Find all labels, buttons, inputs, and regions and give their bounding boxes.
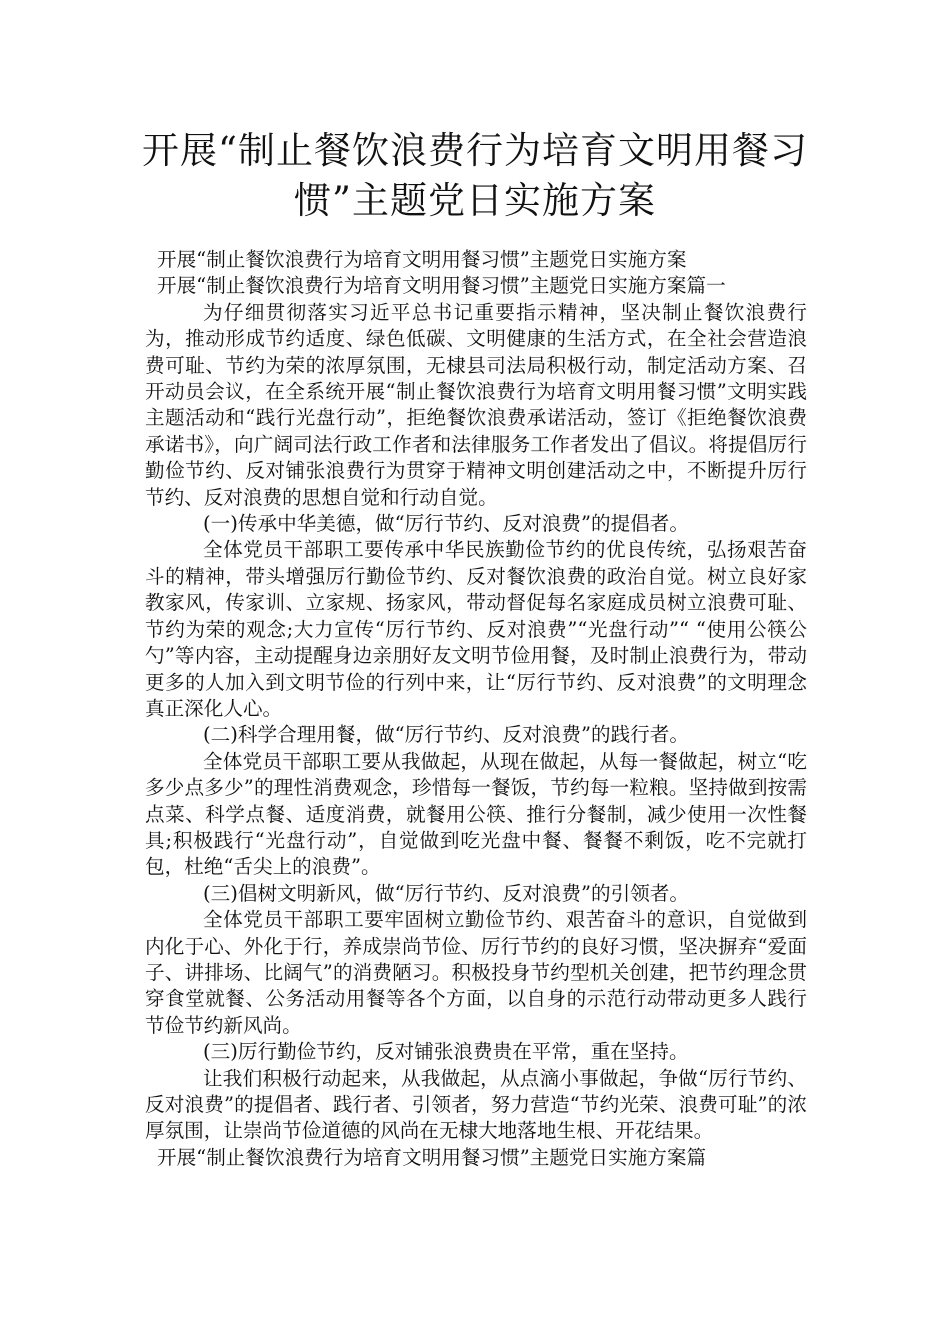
body-paragraph: 全体党员干部职工要牢固树立勤俭节约、艰苦奋斗的意识，自觉做到内化于心、外化于行，养成崇尚节俭、厉行节约的良好习惯，坚决摒弃“爱面子、讲排场、比阔气”的消费陋习。积极投身节约型机关创建，把节约理念贯穿食堂就餐、公务活动用餐等各个方面，以自身的示范行动带动更多人践行节俭节约新风尚。 <box>145 908 807 1037</box>
section-heading: (二)科学合理用餐，做“厉行节约、反对浪费”的践行者。 <box>203 723 689 747</box>
section-heading: (一)传承中华美德，做“厉行节约、反对浪费”的提倡者。 <box>203 512 689 536</box>
document-body <box>145 247 807 1171</box>
body-paragraph: 让我们积极行动起来，从我做起，从点滴小事做起，争做“厉行节约、反对浪费”的提倡者、践行者、引领者，努力营造“节约光荣、浪费可耻”的浓厚氛围，让崇尚节俭道德的风尚在无棣大地落地生根、开花结果。 <box>145 1066 807 1143</box>
body-paragraph: 全体党员干部职工要传承中华民族勤俭节约的优良传统，弘扬艰苦奋斗的精神，带头增强厉行勤俭节约、反对餐饮浪费的政治自觉。树立良好家教家风，传家训、立家规、扬家风，带动督促每名家庭成员树立浪费可耻、节约为荣的观念;大力宣传“厉行节约、反对浪费”“光盘行动”“ “使用公筷公勺”等内容，主动提醒身边亲朋好友文明节俭用餐，及时制止浪费行为，带动更多的人加入到文明节俭的行列中来，让“厉行节约、反对浪费”的文明理念真正深化人心。 <box>145 538 807 720</box>
body-paragraph: 为仔细贯彻落实习近平总书记重要指示精神，坚决制止餐饮浪费行为，推动形成节约适度、绿色低碳、文明健康的生活方式，在全社会营造浪费可耻、节约为荣的浓厚氛围，无棣县司法局积极行动，制定活动方案、召开动员会议，在全系统开展“制止餐饮浪费行为培育文明用餐习惯”文明实践主题活动和“践行光盘行动”，拒绝餐饮浪费承诺活动，签订《拒绝餐饮浪费承诺书》，向广阔司法行政工作者和法律服务工作者发出了倡议。将提倡厉行勤俭节约、反对铺张浪费行为贯穿于精神文明创建活动之中，不断提升厉行节约、反对浪费的思想自觉和行动自觉。 <box>145 300 807 509</box>
section-subhead: 开展“制止餐饮浪费行为培育文明用餐习惯”主题党日实施方案篇 <box>157 1145 707 1169</box>
document-title: 开展“制止餐饮浪费行为培育文明用餐习惯”主题党日实施方案 <box>142 129 808 222</box>
section-subhead: 开展“制止餐饮浪费行为培育文明用餐习惯”主题党日实施方案 <box>157 248 687 271</box>
section-heading: (三)倡树文明新风，做“厉行节约、反对浪费”的引领者。 <box>203 881 689 905</box>
section-subhead: 开展“制止餐饮浪费行为培育文明用餐习惯”主题党日实施方案篇一 <box>157 274 726 298</box>
body-paragraph: 全体党员干部职工要从我做起，从现在做起，从每一餐做起，树立“吃多少点多少”的理性消费观念，珍惜每一餐饭，节约每一粒粮。坚持做到按需点菜、科学点餐、适度消费，就餐用公筷、推行分餐制，减少使用一次性餐具;积极践行“光盘行动”，自觉做到吃光盘中餐、餐餐不剩饭，吃不完就打包，杜绝“舌尖上的浪费”。 <box>145 749 807 879</box>
section-heading: (三)厉行勤俭节约，反对铺张浪费贵在平常，重在坚持。 <box>203 1040 689 1064</box>
